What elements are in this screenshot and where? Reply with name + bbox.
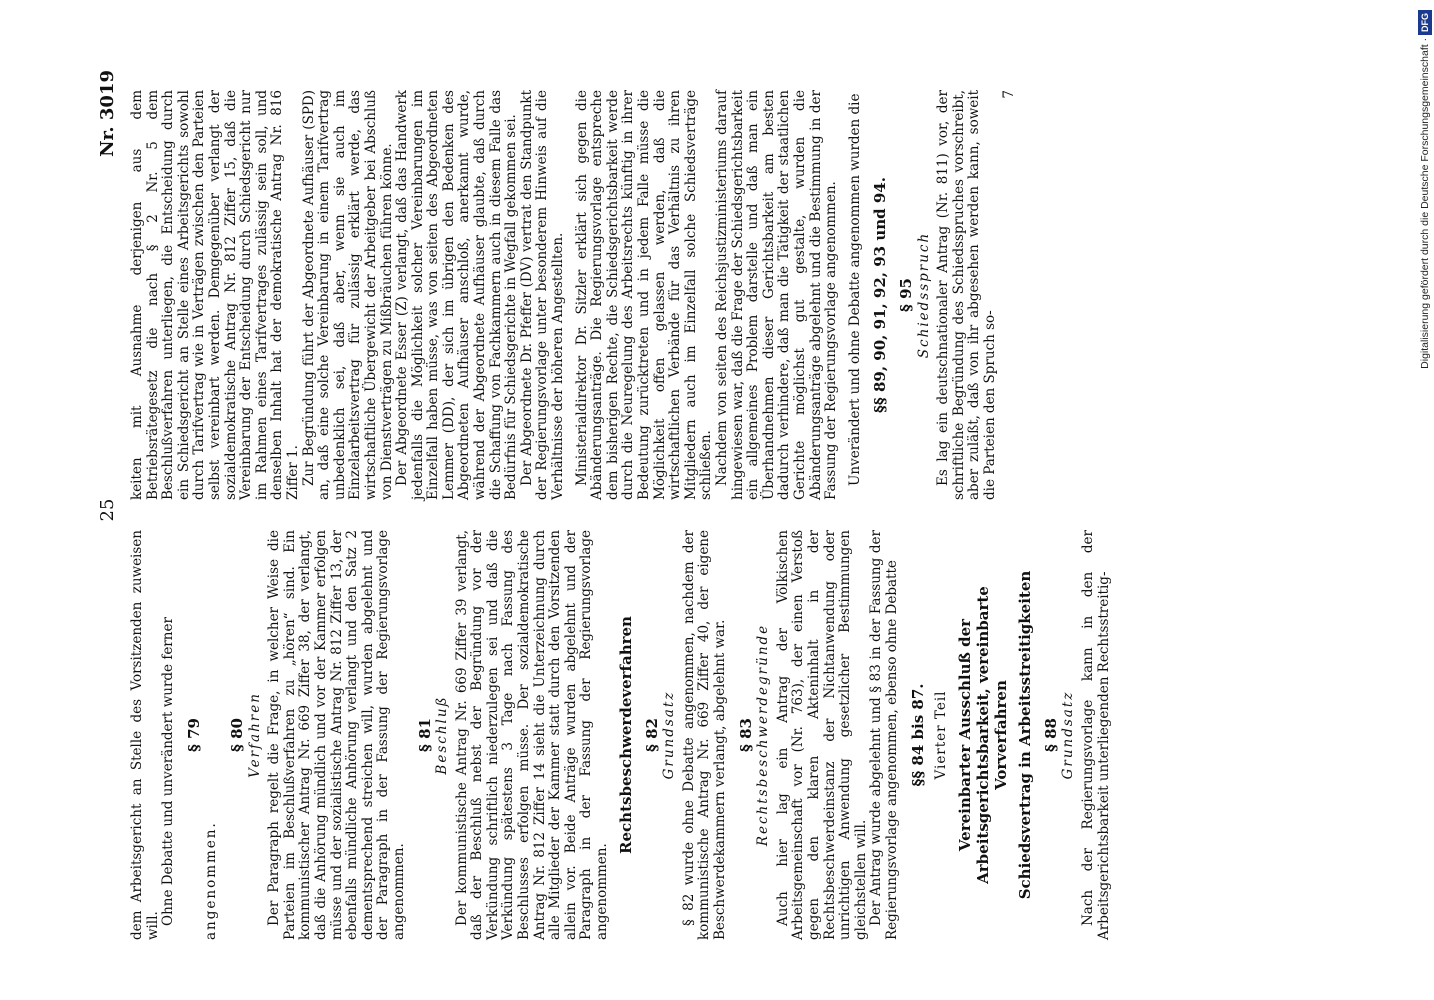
document-page — [97, 60, 1420, 940]
paragraph-81: Der kommunistische Antrag Nr. 669 Ziffer 39 verlangt, daß der Beschluß nebst der Begründung vor der Verkündung schriftlich niederzulegen sei und daß die Verkündung spätestens 3 Tage nach Fassung des Beschlusses erfolgen müsse. Der sozialdemokratische Antrag Nr. 812 Ziffer 14 sieht die Unterzeichnung durch alle Mitglieder der Kammer statt durch den Vorsitzenden allein vor. Beide Anträge wurden abgelehnt und der Paragraph in der Fassung der Regierungsvorlage angenommen. — [453, 530, 611, 940]
paragraph-ohne-debatte: Ohne Debatte und unverändert wurde ferner — [160, 617, 177, 926]
section-95-title: Schiedsspruch — [915, 231, 932, 359]
heading-vereinbarter-ausschluss: Vereinbarter Ausschluß der Arbeitsgerichtsbarkeit, vereinbarte Vorverfahren — [955, 586, 1010, 884]
paragraph-intro: dem Arbeitsgericht an Stelle des Vorsitzenden zuweisen will. — [129, 530, 161, 940]
section-95: § 95 — [896, 278, 915, 312]
footer-signature-number: 7 — [1001, 90, 1018, 99]
section-82: § 82 — [642, 718, 661, 752]
section-81: § 81 — [415, 718, 434, 752]
section-80: § 80 — [227, 718, 246, 752]
digitization-credit — [1418, 10, 1432, 990]
paragraph-95: Es lag ein deutschnationaler Antrag (Nr. 811) vor, der schriftliche Begründung des Schiedsspruches vorschreibt, aber zuläßt, daß von ihr abgesehen werden kann, soweit die Parteien den Spruch so- — [935, 90, 998, 500]
section-80-title: Verfahren — [246, 692, 263, 778]
sections-89-94: §§ 89, 90, 91, 92, 93 und 94. — [871, 177, 890, 413]
paragraph-esser: Der Abgeordnete Esser (Z) verlangt, daß das Handwerk jedenfalls die Möglichkeit solcher Vereinbarungen im Einzelfall haben müsse, was von seiten des Abgeordneten Lemmer (DD), der sich im übrigen den Bedenken des Abgeordneten Aufhäuser anschloß, anerkannt wurde, während der Abgeordnete Aufhäuser glaubte, daß durch die Schaffung von Fachkammern auch in diesem Falle das Bedürfnis für Schiedsgerichte in Wegfall gekommen sei. — [394, 90, 520, 500]
paragraph-pfeffer: Der Abgeordnete Dr. Pfeffer (DV) vertrat den Standpunkt der Regierungsvorlage unter besonderem Hinweis auf die Verhältnisse der höheren Angestellten. — [518, 90, 567, 500]
section-82-title: Grundsatz — [661, 690, 678, 780]
heading-rechtsbeschwerdeverfahren: Rechtsbeschwerdeverfahren — [616, 616, 635, 854]
paragraph-sitzler: Ministerialdirektor Dr. Sitzler erklärt sich gegen die Abänderungsanträge. Die Regierungsvorlage entspreche dem bisherigen Rechte, die Schiedsgerichtsbarkeit werde durch die Neuregelung des Arbeitsrechts künftig in ihrer Bedeutung zurücktreten und in jedem Falle müsse die Möglichkeit offen gelassen werden, daß die wirtschaftlichen Verbände für das Verhältnis zu ihren Mitgliedern auch im Einzelfall solche Schiedsverträge schließen. — [573, 90, 715, 500]
paragraph-83b: Der Antrag wurde abgelehnt und § 83 in der Fassung der Regierungsvorlage angenommen, ebenso ohne Debatte — [868, 530, 900, 940]
section-88: § 88 — [1041, 718, 1060, 752]
paragraph-reichsjustiz: Nachdem von seiten des Reichsjustizministeriums darauf hingewiesen war, daß die Frage der Schiedsgerichtsbarkeit ein allgemeines Problem darstelle und daß man ein Überhandnehmen dieser Gerichtsbarkeit am besten dadurch verhindere, daß man die Tätigkeit der staatlichen Gerichte möglichst gut gestalte, wurden die Abänderungsanträge abgelehnt und die Bestimmung in der Fassung der Regierungsvorlage angenommen. — [713, 90, 840, 500]
section-88-title: Grundsatz — [1060, 690, 1077, 780]
section-79: § 79 — [184, 718, 203, 752]
document-number: Nr. 3019 — [97, 70, 118, 157]
right-column — [130, 90, 1018, 500]
section-81-title: Beschluß — [434, 695, 451, 775]
section-83-title: Rechtsbeschwerdegründe — [755, 623, 772, 847]
paragraph-unveraendert: Unverändert und ohne Debatte angenommen wurden die — [846, 93, 863, 486]
heading-schiedsvertrag: Schiedsvertrag in Arbeitsstreitigkeiten — [1015, 570, 1034, 900]
paragraph-continued: keiten mit Ausnahme derjenigen aus dem Betriebsrätegesetz die nach § 2 Nr. 5 dem Beschlußverfahren unterliegen, die Entscheidung durch ein Schiedsgericht an Stelle eines Arbeitsgerichts sowohl durch Tarifvertrag wie in Verträgen zwischen den Parteien selbst vereinbart werden. Demgegenüber verlangt der sozialdemokratische Antrag Nr. 812 Ziffer 15, daß die Vereinbarung der Entscheidung durch Schiedsgericht nur im Rahmen eines Tarifvertrages zulässig sein soll, und denselben Inhalt hat der demokratische Antrag Nr. 816 Ziffer 1. — [129, 90, 301, 500]
credit-text: Digitalisierung gefördert durch die Deutsche Forschungsgemeinschaft · — [1419, 37, 1431, 369]
paragraph-88: Nach der Regierungsvorlage kann in den der Arbeitsgerichtsbarkeit unterliegenden Rechtsstreitig- — [1079, 530, 1112, 940]
paragraph-80: Der Paragraph regelt die Frage, in welcher Weise die Parteien im Beschlußverfahren zu „hören“ sind. Ein kommunistischer Antrag Nr. 669 Ziffer 38, der verlangt, daß die Anhörung mündlich und vor der Kammer erfolgen müsse und der sozialistische Antrag Nr. 812 Ziffer 13, der ebenfalls mündliche Anhörung verlangt und den Satz 2 dementsprechend streichen will, wurden abgelehnt und der Paragraph in der Fassung der Regierungsvorlage angenommen. — [266, 530, 407, 940]
page-number: 25 — [97, 498, 118, 522]
paragraph-aufhaeuser: Zur Begründung führt der Abgeordnete Aufhäuser (SPD) an, daß eine solche Vereinbarung in einem Tarifvertrag unbedenklich sei, daß aber, wenn sie auch im Einzelarbeitsvertrag für zulässig erklärt werde, das wirtschaftliche Übergewicht der Arbeitgeber bei Abschluß von Dienstverträgen zu Mißbräuchen führen könne. — [300, 90, 395, 500]
paragraph-82: § 82 wurde ohne Debatte angenommen, nachdem der kommunistische Antrag Nr. 669 Ziffer 40, der eigene Beschwerdekammern verlangt, abgelehnt war. — [680, 530, 728, 940]
part-four-title: Vierter Teil — [933, 690, 950, 780]
left-column — [130, 530, 1112, 940]
dfg-logo: DFG — [1418, 10, 1432, 35]
section-83: § 83 — [736, 718, 755, 752]
section-84-87: §§ 84 bis 87. — [908, 683, 927, 787]
paragraph-83a: Auch hier lag ein Antrag der Völkischen Arbeitsgemeinschaft vor (Nr. 763), der einen Verstoß gegen den klaren Akteninhalt in der Rechtsbeschwerdeinstanz der Nichtanwendung oder unrichtigen Anwendung gesetzlicher Bestimmungen gleichstellen will. — [774, 530, 869, 940]
text-angenommen: angenommen. — [203, 821, 220, 940]
